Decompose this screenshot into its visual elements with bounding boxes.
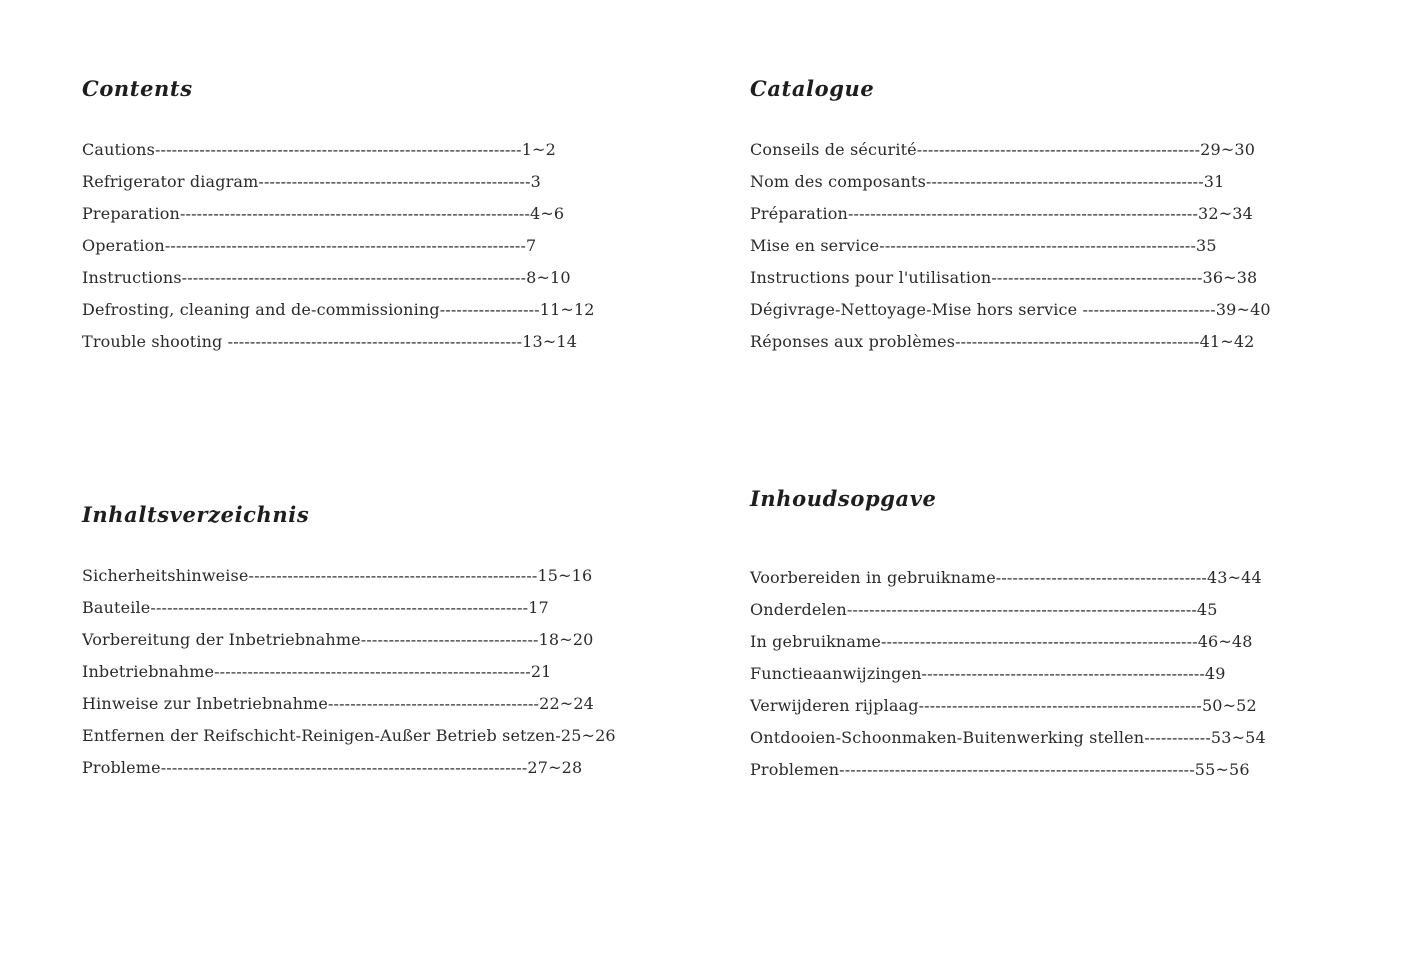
toc-entry: Mise en service---------------------------------------------------------35 bbox=[750, 236, 1217, 255]
toc-entry: Dégivrage-Nettoyage-Mise hors service ------------------------39~40 bbox=[750, 300, 1271, 319]
toc-entry: Préparation---------------------------------------------------------------32~34 bbox=[750, 204, 1253, 223]
toc-entry: Trouble shooting -----------------------------------------------------13~14 bbox=[82, 332, 578, 351]
toc-title: Inhoudsopgave bbox=[750, 486, 937, 511]
toc-entry: Problemen----------------------------------------------------------------55~56 bbox=[750, 760, 1250, 779]
toc-title: Inhaltsverzeichnis bbox=[82, 502, 310, 527]
toc-entry: Onderdelen---------------------------------------------------------------45 bbox=[750, 600, 1218, 619]
toc-entry: Voorbereiden in gebruikname--------------------------------------43~44 bbox=[750, 568, 1262, 587]
toc-entry: Réponses aux problèmes--------------------------------------------41~42 bbox=[750, 332, 1255, 351]
toc-entry: Vorbereitung der Inbetriebnahme--------------------------------18~20 bbox=[82, 630, 594, 649]
toc-entry: In gebruikname---------------------------------------------------------46~48 bbox=[750, 632, 1253, 651]
toc-entry: Preparation---------------------------------------------------------------4~6 bbox=[82, 204, 565, 223]
toc-entry: Inbetriebnahme---------------------------------------------------------21 bbox=[82, 662, 552, 681]
toc-entry: Functieaanwijzingen---------------------------------------------------49 bbox=[750, 664, 1226, 683]
toc-entry: Verwijderen rijplaag---------------------------------------------------50~52 bbox=[750, 696, 1257, 715]
toc-entry: Bauteile--------------------------------------------------------------------17 bbox=[82, 598, 549, 617]
toc-entry: Instructions--------------------------------------------------------------8~10 bbox=[82, 268, 571, 287]
toc-entry: Probleme------------------------------------------------------------------27~28 bbox=[82, 758, 583, 777]
toc-title: Contents bbox=[82, 76, 193, 101]
toc-title: Catalogue bbox=[750, 76, 875, 101]
toc-entry: Hinweise zur Inbetriebnahme--------------------------------------22~24 bbox=[82, 694, 594, 713]
toc-entry: Refrigerator diagram-------------------------------------------------3 bbox=[82, 172, 541, 191]
toc-entry: Operation-----------------------------------------------------------------7 bbox=[82, 236, 537, 255]
toc-entry: Defrosting, cleaning and de-commissioning------------------11~12 bbox=[82, 300, 595, 319]
toc-entry: Nom des composants--------------------------------------------------31 bbox=[750, 172, 1225, 191]
toc-list bbox=[750, 568, 1266, 792]
toc-list bbox=[750, 140, 1271, 364]
toc-entry: Entfernen der Reifschicht-Reinigen-Außer Betrieb setzen-25~26 bbox=[82, 726, 616, 745]
toc-list bbox=[82, 140, 595, 364]
toc-list bbox=[82, 566, 616, 790]
toc-entry: Conseils de sécurité---------------------------------------------------29~30 bbox=[750, 140, 1256, 159]
toc-entry: Ontdooien-Schoonmaken-Buitenwerking stellen------------53~54 bbox=[750, 728, 1266, 747]
toc-entry: Instructions pour l'utilisation--------------------------------------36~38 bbox=[750, 268, 1258, 287]
toc-entry: Sicherheitshinweise----------------------------------------------------15~16 bbox=[82, 566, 593, 585]
toc-entry: Cautions------------------------------------------------------------------1~2 bbox=[82, 140, 556, 159]
